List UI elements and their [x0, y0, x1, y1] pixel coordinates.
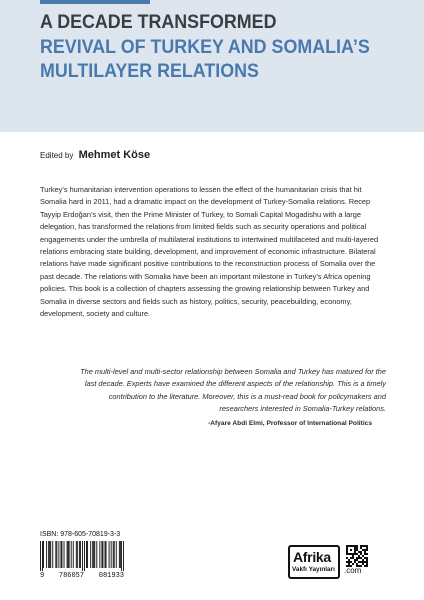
barcode-digits — [40, 572, 124, 580]
isbn-barcode-block — [40, 530, 124, 580]
qr-module — [356, 545, 358, 547]
subtitle-line-1: REVIVAL OF TURKEY AND SOMALIA’S — [40, 37, 370, 58]
qr-module — [360, 551, 362, 553]
barcode-bar — [62, 541, 63, 568]
barcode-bar — [86, 541, 87, 568]
barcode-bar — [92, 541, 93, 568]
qr-module — [360, 557, 362, 559]
qr-module — [364, 549, 366, 551]
barcode-bar — [105, 541, 106, 568]
publisher-domain: .com — [344, 566, 362, 575]
barcode-bar — [68, 541, 69, 568]
qr-module — [348, 545, 350, 547]
barcode-bar — [55, 541, 56, 568]
qr-module — [358, 561, 360, 563]
qr-module — [346, 553, 348, 555]
endorsement-attribution: -Afyare Abdi Elmi, Professor of International Politics — [208, 420, 372, 427]
barcode-bar — [120, 541, 121, 568]
barcode-bar — [99, 541, 100, 568]
barcode-bar — [48, 541, 49, 568]
qr-module — [358, 557, 360, 559]
qr-module — [352, 553, 354, 555]
publisher-logo-word: Afrika — [293, 549, 331, 565]
publisher-logo-sub: Vakfı Yayınları — [292, 566, 335, 573]
qr-module — [362, 561, 364, 563]
qr-module — [366, 545, 368, 547]
barcode-digit-lead: 9 — [40, 572, 45, 580]
qr-module — [350, 549, 352, 551]
barcode-bar — [111, 541, 112, 568]
barcode-bar — [96, 541, 97, 568]
qr-module — [362, 555, 364, 557]
subtitle-line-2: MULTILAYER RELATIONS — [40, 61, 259, 82]
qr-module — [350, 553, 352, 555]
qr-module — [348, 561, 350, 563]
barcode-bar — [77, 541, 78, 568]
barcode-bar — [101, 541, 102, 568]
book-subtitle — [40, 36, 397, 84]
qr-code-icon — [346, 545, 368, 567]
qr-module — [360, 547, 362, 549]
qr-module — [366, 563, 368, 565]
book-summary: Turkey’s humanitarian intervention operations to lessen the effect of the humanitarian crisis that hit Somalia hard in 2011, had a dramatic impact on the development of Turkey-Somalia relations. Recep Tayyip Erdoğan’s visit, then the Prime Minister of Turkey, to Somali Capital Mogadishu with a large delegation, has transformed the relations from limited fields such as security operations and political engagements under the umbrella of multilateral institutions to intertwined multifaceted and multi-layered relations embracing state building, development, and improvement of economic infrastructure. Bilateral relations have made significant positive contributions to the reconstruction process of Somalia over the past decade. The relations with Somalia have been an important milestone in Turkey’s Africa opening policies. This book is a collection of chapters assessing the growing relationship between Turkey and Somalia in diverse sectors and fields such as history, politics, security, peacebuilding, economy, development, society and culture. — [40, 185, 379, 319]
editor-prefix: Edited by — [40, 151, 74, 160]
barcode-bar — [93, 541, 94, 568]
qr-module — [362, 549, 364, 551]
qr-module — [352, 563, 354, 565]
barcode-bar — [82, 541, 83, 571]
qr-module — [346, 549, 348, 551]
qr-module — [348, 559, 350, 561]
barcode-digit-left: 786057 — [58, 572, 85, 580]
qr-module — [346, 557, 348, 559]
qr-module — [360, 561, 362, 563]
qr-module — [348, 563, 350, 565]
qr-module — [358, 551, 360, 553]
qr-module — [360, 553, 362, 555]
qr-module — [350, 545, 352, 547]
qr-module — [346, 547, 348, 549]
barcode-bar — [109, 541, 110, 568]
qr-module — [346, 551, 348, 553]
barcode-bar — [76, 541, 77, 568]
barcode-icon — [40, 541, 124, 571]
barcode-bar — [67, 541, 68, 568]
qr-module — [364, 557, 366, 559]
qr-module — [354, 553, 356, 555]
qr-module — [350, 557, 352, 559]
qr-module — [364, 551, 366, 553]
qr-module — [362, 559, 364, 561]
qr-module — [362, 545, 364, 547]
barcode-bar — [40, 541, 41, 571]
editor-name: Mehmet Köse — [78, 149, 151, 161]
barcode-bar — [94, 541, 95, 568]
qr-module — [364, 565, 366, 567]
qr-module — [366, 565, 368, 567]
qr-module — [358, 555, 360, 557]
barcode-bar — [42, 541, 43, 571]
barcode-bar — [121, 541, 122, 571]
barcode-bar — [113, 541, 114, 568]
qr-module — [366, 559, 368, 561]
barcode-bar — [73, 541, 74, 568]
qr-module — [352, 557, 354, 559]
qr-module — [364, 553, 366, 555]
barcode-bar — [56, 541, 57, 568]
qr-module — [366, 561, 368, 563]
isbn-label: ISBN: 978-605-70819-3-3 — [40, 531, 121, 538]
title-banner — [0, 0, 424, 132]
qr-module — [352, 545, 354, 547]
qr-module — [354, 547, 356, 549]
qr-module — [356, 563, 358, 565]
accent-rule — [40, 0, 150, 4]
qr-module — [354, 549, 356, 551]
qr-module — [356, 553, 358, 555]
barcode-bar — [52, 541, 53, 568]
qr-module — [354, 545, 356, 547]
qr-module — [354, 561, 356, 563]
barcode-bar — [60, 541, 61, 568]
barcode-bar — [58, 541, 59, 568]
barcode-bar — [71, 541, 72, 568]
barcode-bar — [79, 541, 80, 568]
publisher-block — [288, 545, 386, 581]
qr-module — [356, 559, 358, 561]
qr-module — [352, 555, 354, 557]
qr-module — [360, 545, 362, 547]
qr-module — [364, 545, 366, 547]
barcode-bar — [46, 541, 47, 568]
barcode-bar — [50, 541, 51, 568]
publisher-logo — [288, 545, 340, 579]
barcode-bar — [64, 541, 65, 568]
barcode-bar — [106, 541, 107, 568]
qr-module — [356, 547, 358, 549]
barcode-bar — [49, 541, 50, 568]
qr-module — [366, 553, 368, 555]
barcode-bar — [123, 541, 124, 571]
qr-module — [366, 549, 368, 551]
endorsement-quote: The multi-level and multi-sector relationship between Somalia and Turkey has matured for the last decade. Experts have examined the different aspects of the relationship. This is a timely contribution to the literature. Moreover, this is a must-read book for policymakers and researchers interested in Somalia-Turkey relations. — [80, 367, 386, 414]
barcode-bar — [80, 541, 81, 568]
qr-module — [356, 549, 358, 551]
barcode-bar — [116, 541, 117, 568]
barcode-bar — [114, 541, 115, 568]
qr-module — [348, 553, 350, 555]
barcode-bar — [102, 541, 103, 568]
qr-module — [354, 551, 356, 553]
editor-credit — [40, 149, 150, 161]
qr-module — [346, 561, 348, 563]
qr-module — [364, 561, 366, 563]
barcode-bar — [84, 541, 85, 571]
qr-module — [356, 557, 358, 559]
qr-module — [362, 563, 364, 565]
qr-module — [366, 547, 368, 549]
barcode-bar — [90, 541, 91, 568]
qr-module — [366, 557, 368, 559]
qr-module — [350, 561, 352, 563]
barcode-bar — [43, 541, 44, 568]
qr-module — [354, 559, 356, 561]
barcode-bar — [69, 541, 70, 568]
barcode-bar — [87, 541, 88, 568]
barcode-bar — [119, 541, 120, 568]
barcode-digit-right: 081933 — [98, 572, 124, 580]
book-title: A DECADE TRANSFORMED — [40, 12, 277, 33]
qr-module — [346, 545, 348, 547]
